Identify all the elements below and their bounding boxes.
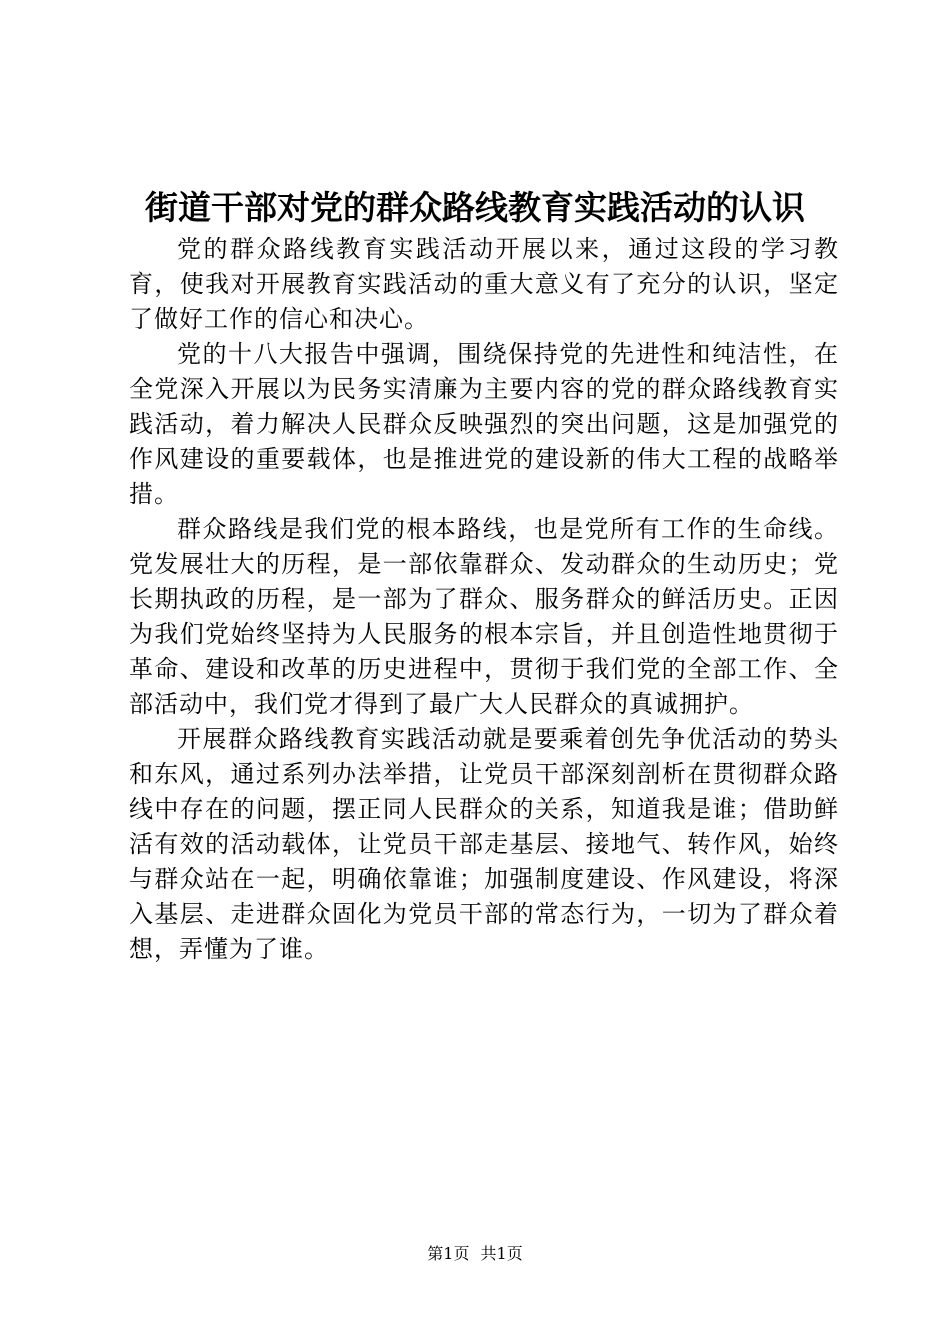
paragraph-1: 党的群众路线教育实践活动开展以来，通过这段的学习教育，使我对开展教育实践活动的重大意义有了充分的认识，坚定了做好工作的信心和决心。 (129, 235, 839, 333)
document-title: 街道干部对党的群众路线教育实践活动的认识 (145, 188, 805, 227)
paragraph-3: 群众路线是我们党的根本路线，也是党所有工作的生命线。党发展壮大的历程，是一部依靠群众、发动群众的生动历史；党长期执政的历程，是一部为了群众、服务群众的鲜活历史。正因为我们党始终坚持为人民服务的根本宗旨，并且创造性地贯彻于革命、建设和改革的历史进程中，贯彻于我们党的全部工作、全部活动中，我们党才得到了最广大人民群众的真诚拥护。 (129, 515, 839, 718)
page-total: 共1页 (480, 1244, 523, 1263)
document-body (129, 232, 839, 967)
paragraph-2: 党的十八大报告中强调，围绕保持党的先进性和纯洁性，在全党深入开展以为民务实清廉为主要内容的党的群众路线教育实践活动，着力解决人民群众反映强烈的突出问题，这是加强党的作风建设的重要载体，也是推进党的建设新的伟大工程的战略举措。 (129, 340, 839, 508)
page-footer (0, 1242, 950, 1266)
page-number: 第1页 (427, 1244, 470, 1263)
paragraph-4: 开展群众路线教育实践活动就是要乘着创先争优活动的势头和东风，通过系列办法举措，让党员干部深刻剖析在贯彻群众路线中存在的问题，摆正同人民群众的关系，知道我是谁；借助鲜活有效的活动载体，让党员干部走基层、接地气、转作风，始终与群众站在一起，明确依靠谁；加强制度建设、作风建设，将深入基层、走进群众固化为党员干部的常态行为，一切为了群众着想，弄懂为了谁。 (129, 725, 839, 963)
